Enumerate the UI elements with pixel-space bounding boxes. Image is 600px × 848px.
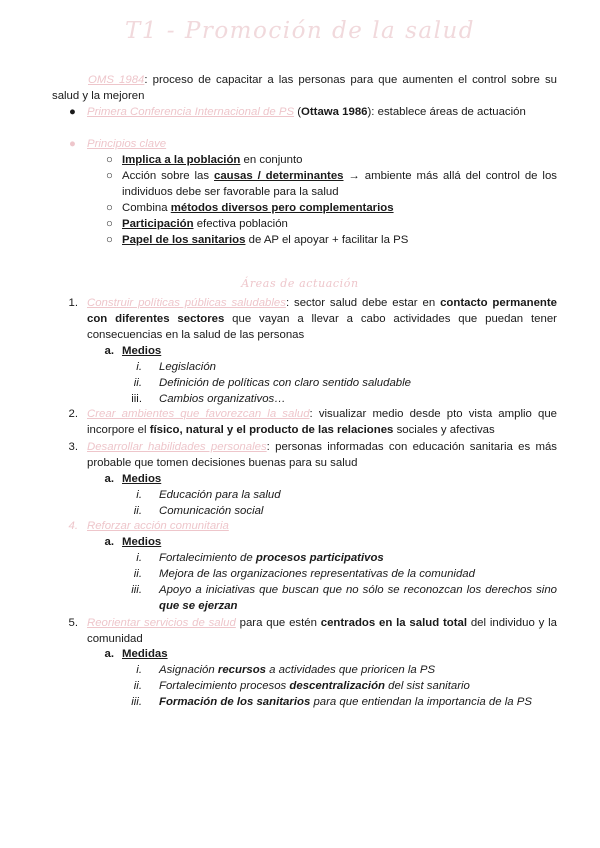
bullet-dot: ●: [69, 138, 76, 150]
area-text: : visualizar medio desde pto vista amplio que incorpore el: [87, 408, 557, 436]
principle-rest: en conjunto: [240, 154, 303, 166]
principle-item: [122, 232, 557, 248]
area-item: [87, 295, 557, 343]
principle-pre: Acción sobre las: [122, 170, 215, 182]
circle-bullet: ○: [106, 202, 113, 214]
bullet-ottawa: [87, 104, 557, 120]
roman-numeral: i.: [136, 489, 142, 501]
bullet-dot: ●: [69, 106, 76, 118]
area-bold: centrados en la salud total: [320, 617, 468, 629]
roman-numeral: ii.: [133, 568, 142, 580]
area-ref: Reforzar acción comunitaria: [87, 520, 229, 532]
bullet-principios: [87, 136, 166, 152]
principle-bold: métodos diversos pero complementarios: [170, 202, 394, 214]
area-number: 2.: [68, 408, 78, 420]
area-item: [87, 518, 557, 534]
principle-rest: → ambiente más allá del control de los individuos debe ser favorable para la salud: [122, 170, 557, 198]
sub-title: Medios: [122, 536, 162, 548]
sub-item-text: Apoyo a iniciativas que buscan que no sólo se reconozcan los derechos sino: [159, 584, 557, 596]
bullet-ottawa-ref: Primera Conferencia Internacional de PS: [87, 106, 295, 118]
sub-title: Medidas: [122, 648, 168, 660]
area-text: sociales y afectivas: [393, 424, 495, 436]
roman-numeral: iii.: [131, 696, 142, 708]
section-heading: Áreas de actuación: [241, 277, 359, 290]
principle-bold: Papel de los sanitarios: [122, 234, 246, 246]
sub-label: a.: [104, 345, 114, 357]
sub-item: [159, 550, 557, 566]
sub-item-text: Fortalecimiento procesos: [159, 680, 290, 692]
roman-numeral: i.: [136, 664, 142, 676]
sub-item-text: para que entiendan la importancia de la PS: [310, 696, 532, 708]
sub-item: Comunicación social: [159, 505, 264, 517]
area-bold: físico, natural y el producto de las relaciones: [149, 424, 394, 436]
bullet-ottawa-open: (: [294, 106, 302, 118]
bullet-ottawa-year: Ottawa 1986: [301, 106, 368, 118]
sub-item: Definición de políticas con claro sentido saludable: [159, 377, 412, 389]
circle-bullet: ○: [106, 234, 113, 246]
area-text: : sector salud debe estar en: [285, 297, 441, 309]
sub-label: a.: [104, 473, 114, 485]
sub-item-bold: que se ejerzan: [159, 600, 238, 612]
roman-numeral: iii.: [131, 584, 142, 596]
area-bold: contacto permanente con diferentes sectores: [87, 297, 557, 325]
page-title: T1 - Promoción de la salud: [125, 18, 475, 44]
area-ref: Reorientar servicios de salud: [87, 617, 236, 629]
sub-item-text: a actividades que prioricen la PS: [266, 664, 436, 676]
area-item: [87, 615, 557, 647]
roman-numeral: ii.: [133, 680, 142, 692]
principle-item: [122, 200, 557, 216]
area-item: [87, 439, 557, 471]
area-text: del individuo y la comunidad: [87, 617, 558, 645]
sub-item: Educación para la salud: [159, 489, 281, 501]
principle-rest: de AP el apoyar + facilitar la PS: [245, 234, 409, 246]
roman-numeral: ii.: [133, 377, 142, 389]
sub-item-bold: descentralización: [289, 680, 386, 692]
circle-bullet: ○: [106, 218, 113, 230]
sub-item-bold: Formación de los sanitarios: [159, 696, 311, 708]
intro-paragraph: [52, 72, 557, 104]
principle-bold: Participación: [122, 218, 194, 230]
sub-item-bold: recursos: [217, 664, 267, 676]
sub-title: Medios: [122, 345, 162, 357]
sub-label: a.: [104, 648, 114, 660]
area-text: para que estén: [235, 617, 321, 629]
area-number: 5.: [68, 617, 78, 629]
principle-pre: Combina: [122, 202, 171, 214]
sub-item: [159, 678, 557, 694]
sub-item: [159, 694, 557, 710]
principle-item: [122, 152, 557, 168]
principle-item: [122, 168, 557, 200]
area-text: que vayan a llevar a cabo actividades que puedan tener consecuencias en la salud de las personas: [87, 313, 557, 341]
roman-numeral: ii.: [133, 505, 142, 517]
area-item: [87, 406, 557, 438]
bullet-principios-ref: Principios clave: [87, 138, 167, 150]
sub-item: Legislación: [159, 361, 216, 373]
bullet-ottawa-rest: ): establece áreas de actuación: [367, 106, 526, 118]
sub-label: a.: [104, 536, 114, 548]
circle-bullet: ○: [106, 154, 113, 166]
principle-bold: causas / determinantes: [214, 170, 344, 182]
circle-bullet: ○: [106, 170, 113, 182]
sub-item: [159, 662, 557, 678]
roman-numeral: iii.: [131, 393, 142, 405]
area-number: 1.: [68, 297, 78, 309]
area-text: : personas informadas con educación sanitaria es más probable que tomen decisiones buenas para su salud: [87, 441, 557, 469]
sub-item: Cambios organizativos…: [159, 393, 286, 405]
area-ref: Construir políticas públicas saludables: [87, 297, 286, 309]
sub-title: Medios: [122, 473, 162, 485]
sub-item-text: Fortalecimiento de: [159, 552, 256, 564]
sub-item-bold: procesos participativos: [255, 552, 384, 564]
roman-numeral: i.: [136, 361, 142, 373]
area-number: 3.: [68, 441, 78, 453]
area-ref: Crear ambientes que favorezcan la salud: [87, 408, 310, 420]
roman-numeral: i.: [136, 552, 142, 564]
area-ref: Desarrollar habilidades personales: [87, 441, 267, 453]
sub-item: Mejora de las organizaciones representativas de la comunidad: [159, 568, 475, 580]
intro-ref: OMS 1984: [88, 74, 145, 86]
principle-rest: efectiva población: [193, 218, 288, 230]
principle-item: [122, 216, 557, 232]
area-number: 4.: [68, 520, 78, 532]
intro-text: : proceso de capacitar a las personas para que aumenten el control sobre su salud y la mejoren: [52, 74, 558, 102]
principle-bold: Implica a la población: [122, 154, 241, 166]
sub-item-text: del sist sanitario: [385, 680, 470, 692]
sub-item: [159, 582, 557, 614]
sub-item-text: Asignación: [159, 664, 218, 676]
